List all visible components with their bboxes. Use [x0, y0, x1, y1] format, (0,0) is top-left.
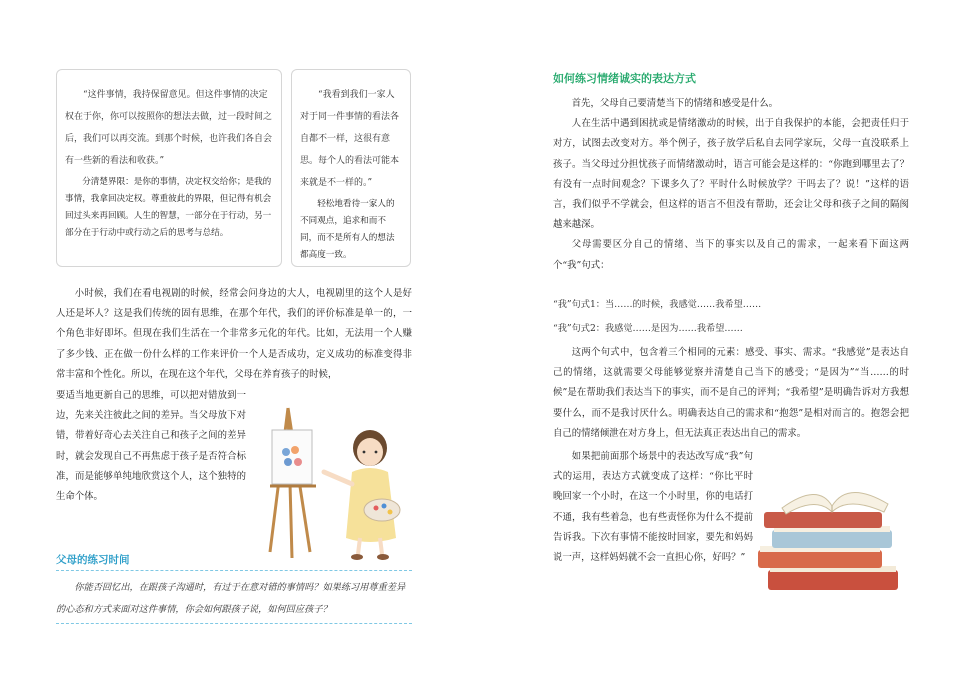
divider-bottom — [56, 623, 412, 624]
sentence-pattern-2: “我”句式2：我感觉……是因为……我希望…… — [553, 323, 743, 334]
quote-note-2: 轻松地看待一家人的不同观点，追求和而不同，而不是所有人的想法都高度一致。 — [300, 199, 395, 260]
body-paragraph-1-continued: 要适当地更新自己的思维，可以把对错放到一边，先来关注彼此之间的差异。当父母放下对错，带着好奇心去关注自己和孩子之间的差异时，就会发现自己不再焦虑于孩子是否符合标准，而是能够单纯地欣赏这个人，这个独特的生命个体。 — [56, 390, 246, 503]
section-title-right: 如何练习情绪诚实的表达方式 — [553, 72, 696, 85]
quote-text-1: “这件事情，我持保留意见。但这件事情的决定权在于你，你可以按照你的想法去做，过一段时间之后，我们可以再交流。到那个时候，也许我们各自会有一些新的看法和收获。” — [65, 90, 273, 166]
right-intro — [553, 94, 909, 276]
book-stack-illustration — [748, 478, 914, 600]
girl-painting-illustration — [258, 402, 410, 564]
body-paragraph-1: 小时候，我们在看电视剧的时候，经常会问身边的大人，电视剧里的这个人是好人还是坏人？这是我们传统的固有思维，在那个年代，我们的评价标准是单一的，一个角色非好即坏。但现在我们生活在一个非常多元化的年代。比如，无法用一个人赚了多少钱、正在做一份什么样的工作来评价一个人是否成功，定义成功的标准变得非常丰富和个性化。所以，在现在这个年代，父母在养育孩子的时候， — [56, 288, 412, 380]
practice-text: 你能否回忆出，在跟孩子沟通时，有过于在意对错的事情吗？如果练习用尊重差异的心态和方式来面对这件事情，你会如何跟孩子说，如何回应孩子？ — [56, 582, 406, 615]
practice-section-title: 父母的练习时间 — [56, 554, 130, 566]
right-paragraph-2: 人在生活中遇到困扰或是情绪激动的时候，出于自我保护的本能，会把责任归于对方，试图去改变对方。举个例子，孩子放学后私自去同学家玩，父母一直没联系上孩子。当父母过分担忧孩子而情绪激动时，语言可能会是这样的：“你跑到哪里去了？有没有一点时间观念？下课多久了？平时什么时候放学？干吗去了？说！”这样的语言，我们似乎不学就会，但这样的语言不但没有帮助，还会让父母和孩子之间的隔阂越来越深。 — [553, 118, 909, 231]
sentence-patterns — [553, 293, 909, 341]
quote-card-1 — [56, 69, 282, 267]
right-paragraph-1: 首先，父母自己要清楚当下的情绪和感受是什么。 — [571, 98, 779, 109]
quote-card-2 — [291, 69, 411, 267]
divider-top — [56, 570, 412, 571]
right-paragraph-4: 这两个句式中，包含着三个相同的元素：感受、事实、需求。“我感觉”是表达自己的情绪，这就需要父母能够觉察并清楚自己当下的感受；“是因为”“当……的时候”是在帮助我们表达当下的事实，而不是自己的评判；“我希望”是明确告诉对方我想要什么，而不是我讨厌什么。明确表达自己的需求和“抱怨”是相对而言的。抱怨会把自己的情绪倾泄在对方身上，但无法真正表达出自己的需求。 — [553, 347, 909, 439]
quote-text-2: “我看到我们一家人对于同一件事情的看法各自都不一样，这很有意思。每个人的看法可能本来就是不一样的。” — [300, 90, 400, 188]
sentence-pattern-1: “我”句式1：当……的时候，我感觉……我希望…… — [553, 299, 762, 310]
right-paragraph-5: 如果把前面那个场景中的表达改写成“我”句式的运用，表达方式就变成了这样：“你比平时晚回家一个小时，在这一个小时里，你的电话打不通，我有些着急，也有些责怪你为什么不提前告诉我。下次有事情不能按时回家，要先和妈妈说一声，这样妈妈就不会一直担心你，好吗？” — [553, 451, 753, 564]
canvas — [272, 430, 312, 484]
right-paragraph-3: 父母需要区分自己的情绪、当下的事实以及自己的需求，一起来看下面这两个“我”句式： — [553, 239, 909, 271]
quote-note-1: 分清楚界限：是你的事情，决定权交给你；是我的事情，我拿回决定权。尊重彼此的界限，但记得有机会回过头来再回顾。人生的智慧，一部分在于行动，另一部分在于行动中或行动之后的思考与总结。 — [65, 177, 272, 238]
girl — [324, 430, 400, 560]
